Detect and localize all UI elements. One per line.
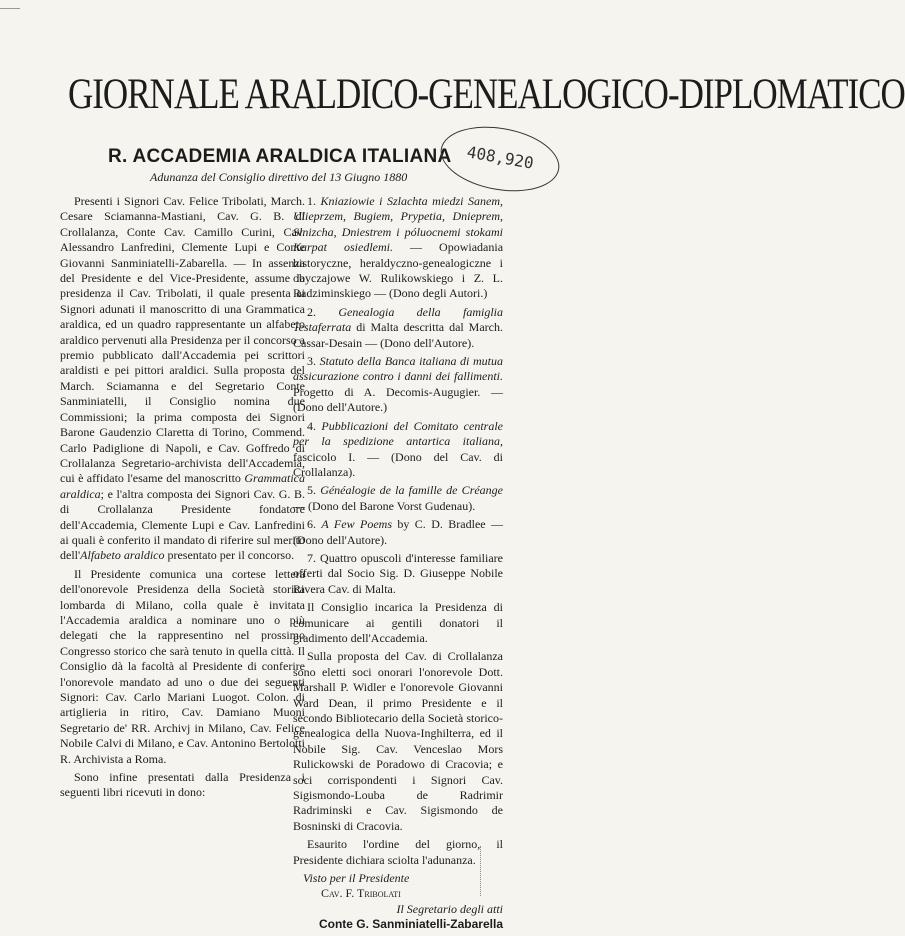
paragraph-congress: Il Presidente comunica una cortese lettera dell'onorevole Presidenza della Società storica lombarda di Milano, colla quale è invitata l'Accademia araldica a nominare uno o più delegati che la rappresentino nel prossimo Congresso storico che sarà tenuto in quella città. Il Consiglio dà la facoltà al Presidente di conferire l'onorevole mandato ad uno o due dei seguenti Signori: Cav. Carlo Mariani Luogot. Colon. di artiglieria in ritiro, Cav. Damiano Muoni Segretario de' RR. Archivj in Milano, Cav. Felice Nobile Calvi di Milano, e Cav. Antonino Bertolotti R. Archivista a Roma. bbox=[60, 566, 305, 766]
book-item-4: 4. Pubblicazioni del Comitato centrale per la spedizione antartica italiana, fascicolo I. — (Dono del Cav. di Crollalanza). bbox=[293, 418, 503, 479]
margin-mark bbox=[480, 846, 481, 896]
meeting-subtitle: Adunanza del Consiglio direttivo del 13 Giugno 1880 bbox=[150, 170, 408, 184]
paragraph-books-intro: Sono infine presentati dalla Presidenza i seguenti libri ricevuti in dono: bbox=[60, 770, 305, 800]
book-item-7: 7. Quattro opuscoli d'interesse familiare offerti dal Socio Sig. D. Giuseppe Nobile Rivera Cav. di Malta. bbox=[293, 550, 503, 596]
signoff-block bbox=[293, 871, 503, 933]
segretario-label: Il Segretario degli atti bbox=[396, 901, 503, 916]
masthead-title: GIORNALE ARALDICO-GENEALOGICO-DIPLOMATICO bbox=[68, 69, 905, 118]
library-stamp: 408,920 bbox=[436, 118, 565, 200]
corner-mark bbox=[0, 0, 20, 9]
paragraph-thanks: Il Consiglio incarica la Presidenza di comunicare ai gentili donatori il gradimento dell'Accademia. bbox=[293, 600, 503, 645]
book-item-3: 3. Statuto della Banca italiana di mutua assicurazione contro i danni dei fallimenti. Progetto di A. Decomis-Augugier. — (Dono dell'Autore.) bbox=[293, 354, 504, 415]
section-title: R. ACCADEMIA ARALDICA ITALIANA bbox=[108, 146, 452, 167]
segretario-name: Conte G. Sanminiatelli-Zabarella bbox=[318, 917, 503, 932]
visto-label: Visto per il Presidente bbox=[303, 871, 410, 886]
book-item-5: 5. Généalogie de la famille de Créange — (Dono del Barone Vorst Gudenau). bbox=[293, 483, 504, 513]
book-item-2: 2. Genealogia della famiglia Testaferrata di Malta descritta dal March. Cassar-Desain — (Dono dell'Autore). bbox=[293, 304, 504, 350]
left-column bbox=[60, 194, 305, 804]
book-item-6: 6. A Few Poems by C. D. Bradlee — (Dono dell'Autore). bbox=[293, 517, 503, 547]
book-item-1: 1. Kniaziowie i Szlachta miedzi Sanem, Ulieprzem, Bugiem, Prypetia, Dnieprem, Slnizcha, Dniestrem i póluocnemi stokami Karpat osiedlemi. — Opowiadania historyczne, heraldyczno-genealogiczne i obyczajowe W. Rulikowskiego i Z. L. Radziminskiego — (Dono degli Autori.) bbox=[293, 194, 504, 301]
paragraph-closing: Esaurito l'ordine del giorno, il Presidente dichiara sciolta l'adunanza. bbox=[293, 837, 503, 867]
right-column bbox=[293, 194, 503, 936]
paragraph-elections: Sulla proposta del Cav. di Crollalanza sono eletti soci onorari l'onorevole Dott. Marshall P. Widler e l'onorevole Giovanni Ward Dean, il primo Presidente e il secondo Bibliotecario della Società storico-genealogica della Nuova-Inghilterra, ed il Nobile Sig. Cav. Venceslao Mors Rulickowski de Poradowo di Cracovia; e soci corrispondenti i Signori Cav. Sigismondo-Louba de Radrimir Radriminski e Cav. Sigismondo de Bosninski di Cracovia. bbox=[293, 649, 503, 833]
visto-name: Cav. F. Tribolati bbox=[321, 886, 401, 901]
paragraph-attendance: Presenti i Signori Cav. Felice Tribolati, March. Cesare Sciamanna-Mastiani, Cav. G. B. di Crollalanza, Conte Cav. Camillo Curini, Cav. Alessandro Lanfredini, Clemente Lupi e Conte Giovanni Sanminiatelli-Zabarella. — In assenza del Presidente e del Vice-Presidente, assume la presidenza il Cav. Tribolati, il quale presenta ai Signori adunati il manoscritto di una Grammatica araldica, ed un quadro rappresentante un alfabeto araldico pervenuti alla Presidenza per il concorso a premio pubblicato dall'Accademia pei scrittori araldisti e pei pittori araldici. Sulla proposta del March. Sciamanna e del Segretario Conte Sanminiatelli, il Consiglio nomina due Commissioni; la prima composta dei Signori Barone Gaudenzio Claretta di Torino, Commend. Carlo Padiglione di Napoli, e Cav. Goffredo di Crollalanza Segretario-archivista dell'Accademia, cui è affidato l'esame del manoscritto Grammatica araldica; e l'altra composta dei Signori Cav. G. B. di Crollalanza Presidente fondatore dell'Accademia, Clemente Lupi e Cav. Lanfredini ai quali è conferito il mandato di riferire sul merito dell'Alfabeto araldico presentato per il concorso. bbox=[60, 194, 306, 563]
